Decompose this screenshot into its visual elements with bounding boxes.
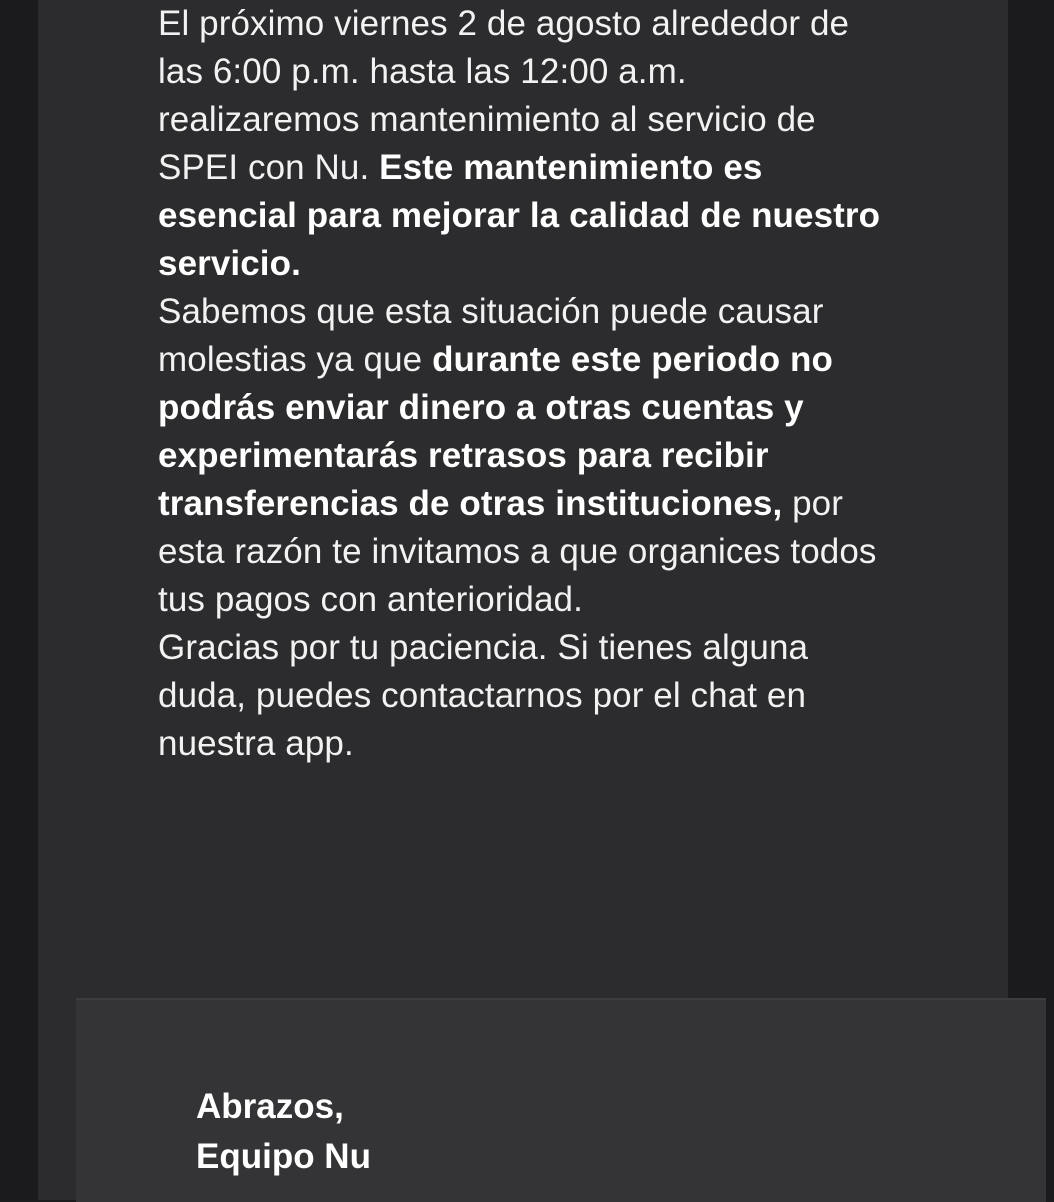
paragraph-impact-notice [158,288,888,624]
paragraph-2-emphasis: durante este periodo no podrás enviar dinero a otras cuentas y experimentarás retrasos para recibir transferencias de otras instituciones, [158,340,834,523]
paragraph-3-text: Gracias por tu paciencia. Si tienes alguna duda, puedes contactarnos por el chat en nuestra app. [158,628,809,763]
signature-block [76,1000,1046,1182]
signature-line-2: Equipo Nu [196,1137,371,1176]
email-card [38,0,1008,1200]
email-footer [76,998,1046,1202]
paragraph-1-emphasis: Este mantenimiento es esencial para mejorar la calidad de nuestro servicio. [158,148,881,283]
paragraph-maintenance-notice [158,0,888,288]
paragraph-2-text-start: Sabemos que esta situación puede causar molestias ya que [158,292,824,379]
page-gutter-left [0,0,38,1200]
paragraph-thanks [158,624,888,768]
paragraph-2-text-end: por esta razón te invitamos a que organices todos tus pagos con anterioridad. [158,484,877,619]
email-body [38,0,1008,768]
signature-line-1: Abrazos, [196,1087,344,1126]
paragraph-1-text: El próximo viernes 2 de agosto alrededor de las 6:00 p.m. hasta las 12:00 a.m. realizaremos mantenimiento al servicio de SPEI con Nu. [158,4,850,187]
